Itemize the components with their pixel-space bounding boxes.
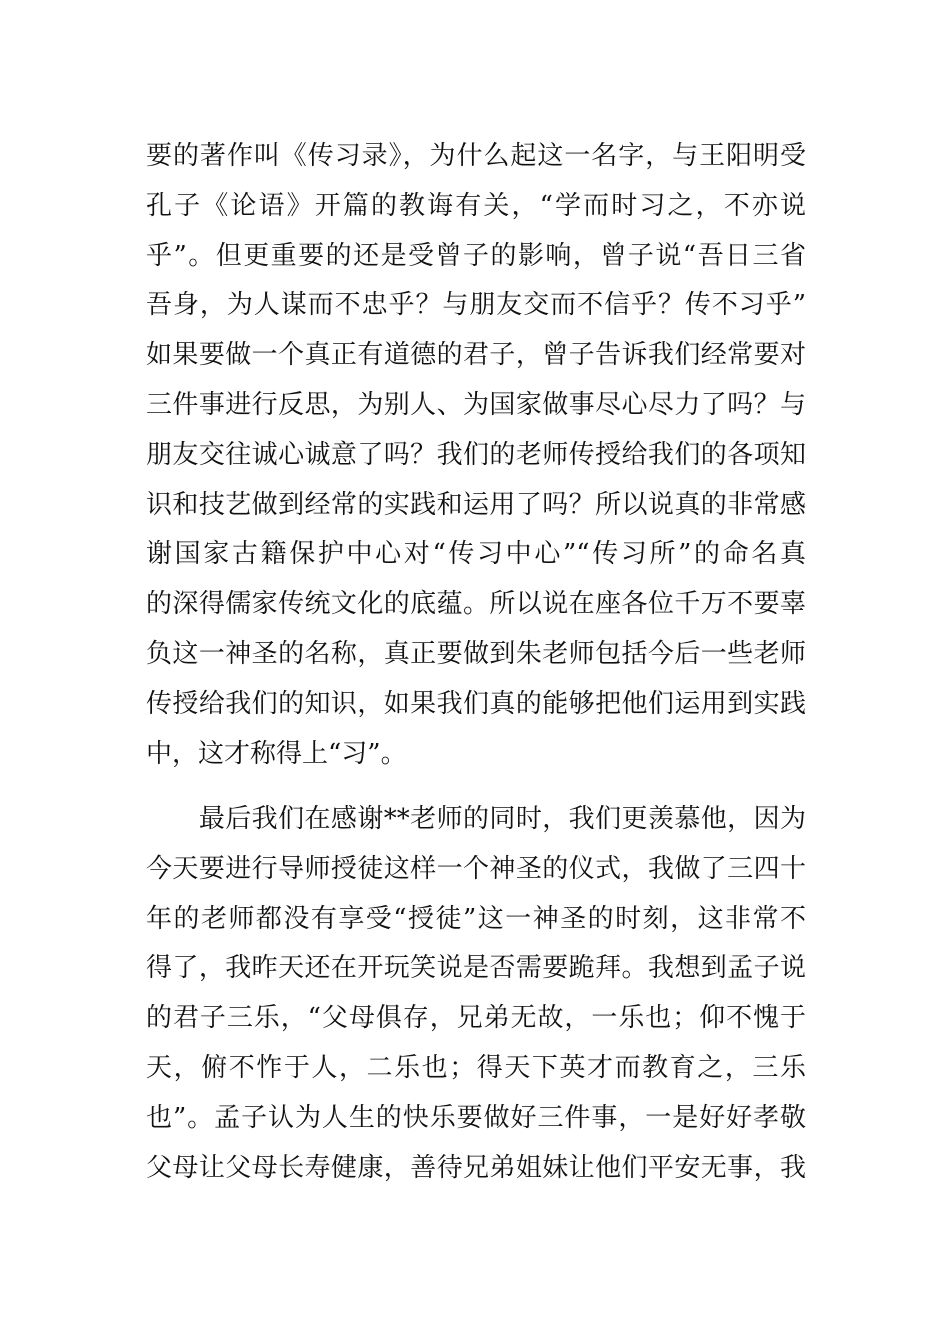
text-line: 今天要进行导师授徒这样一个神圣的仪式，我做了三四十 <box>146 853 806 884</box>
text-line: 最后我们在感谢**老师的同时，我们更羡慕他，因为 <box>146 804 806 834</box>
text-line: 要的著作叫《传习录》，为什么起这一名字，与王阳明受 <box>146 141 806 171</box>
text-line: 孔子《论语》开篇的教诲有关，“学而时习之，不亦说 <box>146 190 806 221</box>
text-line: 乎”。但更重要的还是受曾子的影响，曾子说“吾日三省 <box>146 240 806 271</box>
text-line: 父母让父母长寿健康，善待兄弟姐妹让他们平安无事，我 <box>146 1152 806 1183</box>
text-line: 得了，我昨天还在开玩笑说是否需要跪拜。我想到孟子说 <box>146 953 806 984</box>
text-line: 也”。孟子认为人生的快乐要做好三件事，一是好好孝敬 <box>146 1102 806 1133</box>
text-line: 三件事进行反思，为别人、为国家做事尽心尽力了吗？与 <box>146 389 806 420</box>
text-line: 朋友交往诚心诚意了吗？我们的老师传授给我们的各项知 <box>146 439 806 470</box>
text-line: 如果要做一个真正有道德的君子，曾子告诉我们经常要对 <box>146 340 806 371</box>
text-line: 传授给我们的知识，如果我们真的能够把他们运用到实践 <box>146 688 806 719</box>
text-line: 的君子三乐，“父母俱存，兄弟无故，一乐也；仰不愧于 <box>146 1003 806 1034</box>
text-line: 天，俯不怍于人，二乐也；得天下英才而教育之，三乐 <box>146 1052 806 1083</box>
text-line: 谢国家古籍保护中心对“传习中心”“传习所”的命名真 <box>146 539 806 570</box>
text-line: 的深得儒家传统文化的底蕴。所以说在座各位千万不要辜 <box>146 589 806 620</box>
text-line: 年的老师都没有享受“授徒”这一神圣的时刻，这非常不 <box>146 903 806 934</box>
text-line: 识和技艺做到经常的实践和运用了吗？所以说真的非常感 <box>146 489 806 520</box>
text-line: 负这一神圣的名称，真正要做到朱老师包括今后一些老师 <box>146 638 806 669</box>
paragraph-2 <box>146 795 806 1193</box>
text-line: 中，这才称得上“习”。 <box>146 738 407 769</box>
text-line: 吾身，为人谋而不忠乎？与朋友交而不信乎？传不习乎” <box>146 290 806 321</box>
paragraph-1 <box>146 132 806 779</box>
